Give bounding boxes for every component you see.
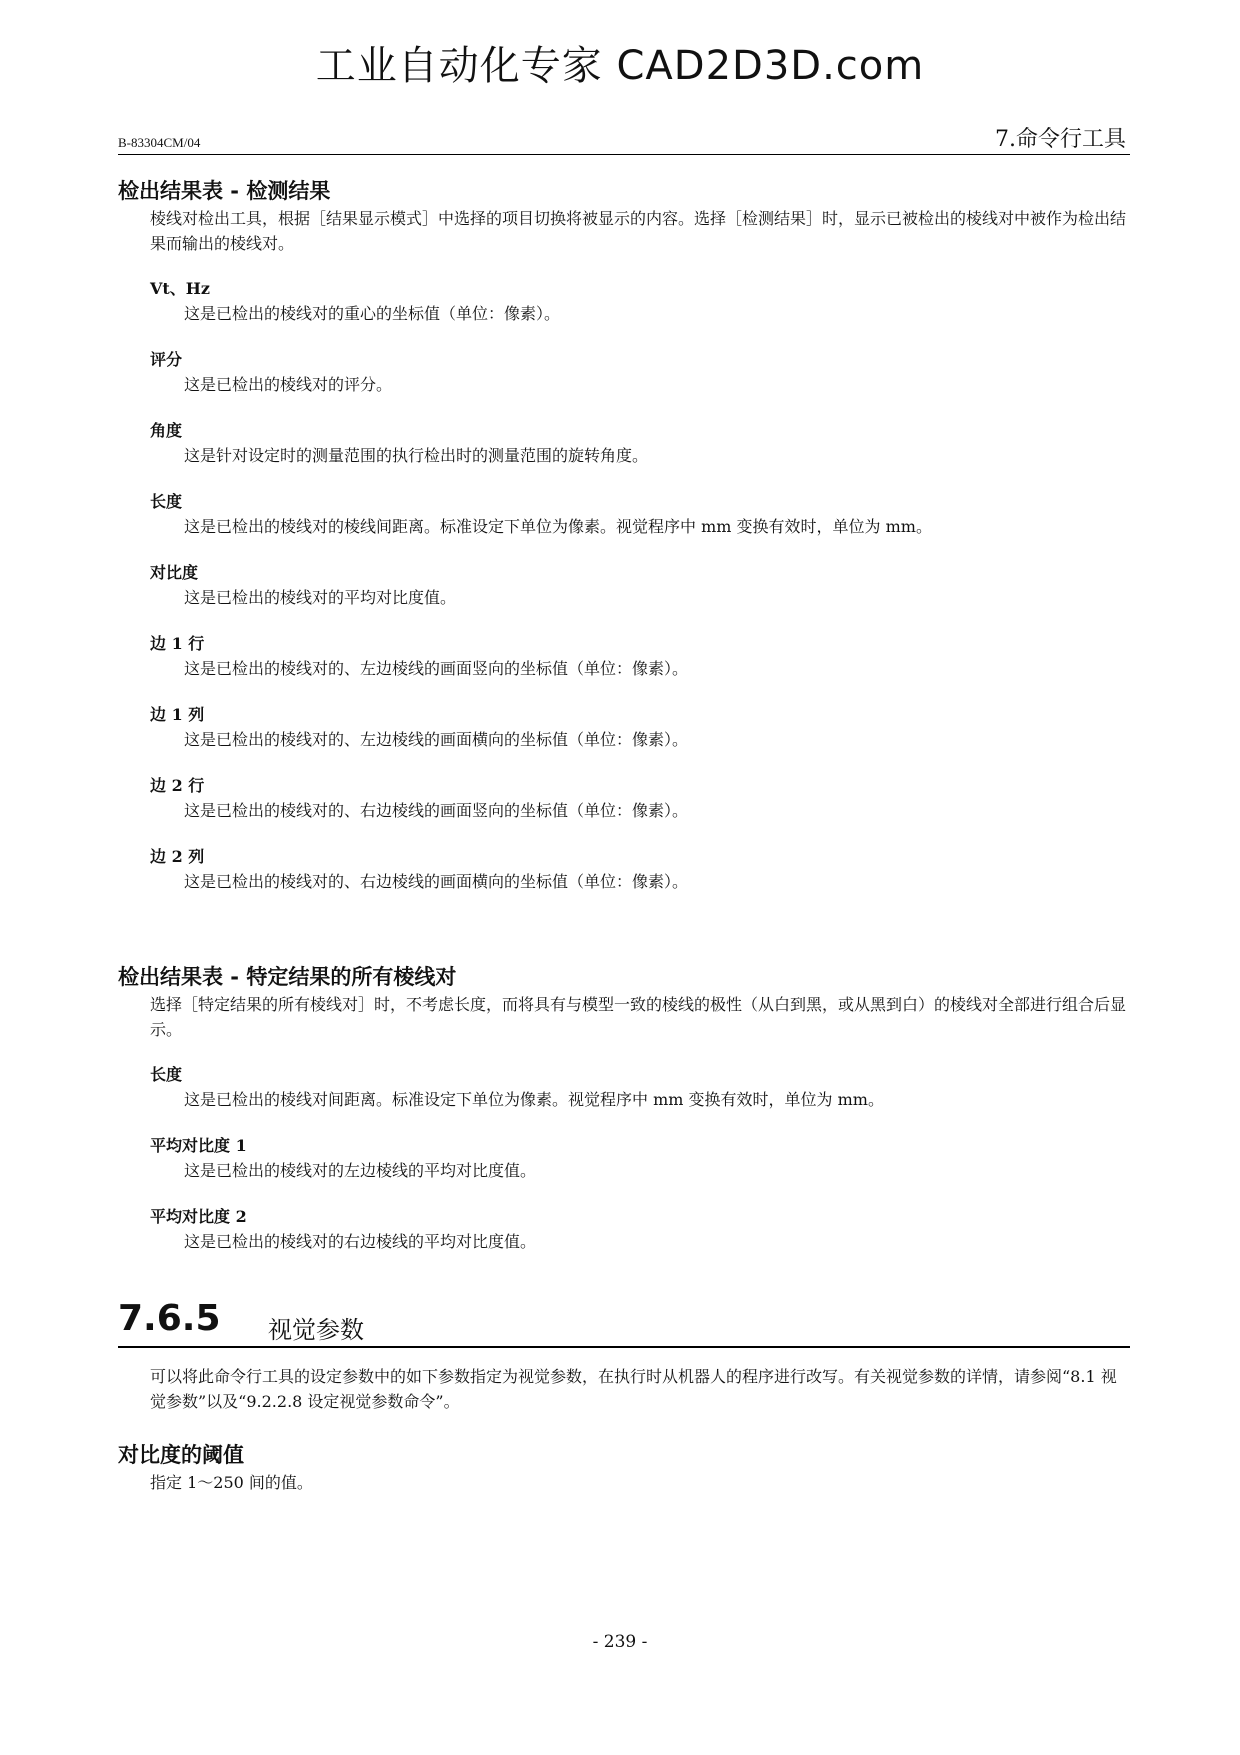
- definition-item: [118, 631, 1130, 681]
- section-intro: 选择［特定结果的所有棱线对］时，不考虑长度，而将具有与模型一致的棱线的极性（从白到黑，或从黑到白）的棱线对全部进行组合后显示。: [150, 995, 1127, 1039]
- page-number: - 239 -: [592, 1632, 648, 1652]
- section-heading: 检出结果表 - 检测结果: [118, 179, 331, 203]
- section-vision-parameters: [118, 1364, 1130, 1414]
- chapter-title: 7.命令行工具: [995, 127, 1126, 152]
- section-detection-results: [118, 176, 1130, 915]
- section-all-edge-pairs: [118, 962, 1130, 1275]
- definition-term: 边 1 列: [150, 705, 205, 724]
- definition-item: [118, 1204, 1130, 1254]
- definition-item: [118, 844, 1130, 894]
- definition-list: [118, 276, 1130, 894]
- watermark-title: 工业自动化专家 CAD2D3D.com: [315, 43, 925, 89]
- definition-item: [118, 418, 1130, 468]
- definition-item: [118, 1062, 1130, 1112]
- running-header: [118, 124, 1130, 155]
- definition-term: 对比度: [150, 563, 199, 582]
- definition-term: 边 1 行: [150, 634, 205, 653]
- definition-term: 角度: [150, 421, 183, 440]
- section-number: 7.6.5: [118, 1298, 221, 1339]
- definition-description: 这是已检出的棱线对的、左边棱线的画面横向的坐标值（单位：像素）。: [184, 730, 689, 749]
- section-heading: 对比度的阈值: [118, 1443, 244, 1467]
- definition-term: 边 2 行: [150, 776, 205, 795]
- section-title: 视觉参数: [268, 1316, 364, 1344]
- definition-term: 平均对比度 2: [150, 1207, 247, 1226]
- definition-description: 这是已检出的棱线对的重心的坐标值（单位：像素）。: [184, 304, 561, 323]
- section-text: 指定 1～250 间的值。: [150, 1473, 313, 1492]
- numbered-section-heading: [118, 1298, 1130, 1348]
- definition-item: [118, 276, 1130, 326]
- definition-term: 平均对比度 1: [150, 1136, 247, 1155]
- definition-description: 这是已检出的棱线对的平均对比度值。: [184, 588, 457, 607]
- definition-description: 这是已检出的棱线对的左边棱线的平均对比度值。: [184, 1161, 537, 1180]
- definition-term: 评分: [150, 350, 183, 369]
- definition-term: Vt、Hz: [150, 279, 211, 298]
- definition-description: 这是已检出的棱线对的棱线间距离。标准设定下单位为像素。视觉程序中 mm 变换有效时，单位为 mm。: [184, 517, 932, 536]
- definition-description: 这是针对设定时的测量范围的执行检出时的测量范围的旋转角度。: [184, 446, 649, 465]
- definition-description: 这是已检出的棱线对的右边棱线的平均对比度值。: [184, 1232, 537, 1251]
- definition-item: [118, 347, 1130, 397]
- definition-term: 边 2 列: [150, 847, 205, 866]
- definition-item: [118, 489, 1130, 539]
- section-contrast-threshold: [118, 1440, 1130, 1495]
- definition-description: 这是已检出的棱线对的、左边棱线的画面竖向的坐标值（单位：像素）。: [184, 659, 689, 678]
- document-code: B-83304CM/04: [118, 135, 201, 150]
- section-heading: 检出结果表 - 特定结果的所有棱线对: [118, 965, 457, 989]
- definition-term: 长度: [150, 1065, 183, 1084]
- definition-item: [118, 702, 1130, 752]
- definition-description: 这是已检出的棱线对的、右边棱线的画面竖向的坐标值（单位：像素）。: [184, 801, 689, 820]
- definition-description: 这是已检出的棱线对间距离。标准设定下单位为像素。视觉程序中 mm 变换有效时，单位为 mm。: [184, 1090, 884, 1109]
- definition-list: [118, 1062, 1130, 1254]
- section-intro: 棱线对检出工具，根据［结果显示模式］中选择的项目切换将被显示的内容。选择［检测结果］时，显示已被检出的棱线对中被作为检出结果而输出的棱线对。: [150, 209, 1127, 253]
- definition-term: 长度: [150, 492, 183, 511]
- definition-description: 这是已检出的棱线对的评分。: [184, 375, 393, 394]
- section-intro: 可以将此命令行工具的设定参数中的如下参数指定为视觉参数，在执行时从机器人的程序进行改写。有关视觉参数的详情，请参阅“8.1 视觉参数”以及“9.2.2.8 设定视觉参数命令”。: [150, 1367, 1117, 1411]
- definition-item: [118, 773, 1130, 823]
- definition-item: [118, 560, 1130, 610]
- definition-description: 这是已检出的棱线对的、右边棱线的画面横向的坐标值（单位：像素）。: [184, 872, 689, 891]
- definition-item: [118, 1133, 1130, 1183]
